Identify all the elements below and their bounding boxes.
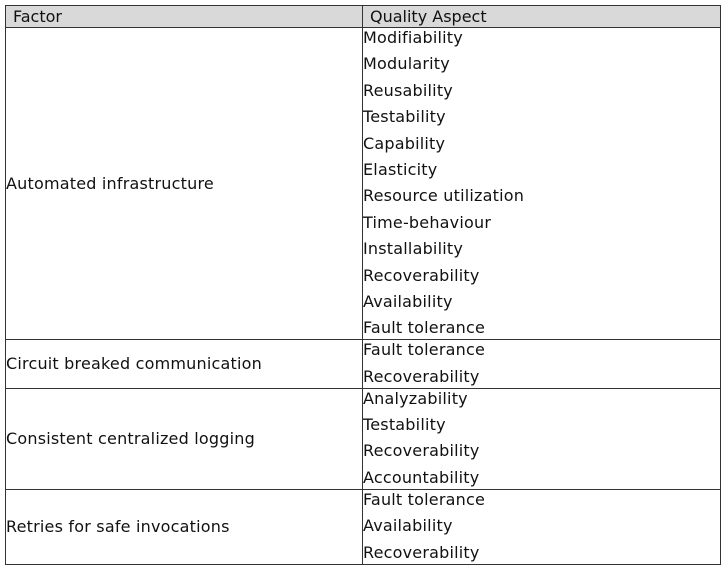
aspect-item: Recoverability xyxy=(363,441,480,461)
aspect-item: Modifiability xyxy=(363,28,463,47)
aspects-cell xyxy=(363,340,721,388)
aspect-item: Reusability xyxy=(363,80,453,100)
factor-cell: Consistent centralized logging xyxy=(6,388,363,489)
aspects-cell xyxy=(363,28,721,340)
aspect-item: Recoverability xyxy=(363,366,480,386)
aspect-item: Time-behaviour xyxy=(363,212,492,232)
aspect-item: Fault tolerance xyxy=(363,318,485,338)
factor-cell: Retries for safe invocations xyxy=(6,489,363,564)
aspect-item: Installability xyxy=(363,239,464,259)
table-row xyxy=(6,28,721,340)
aspect-item: Recoverability xyxy=(363,542,480,562)
aspect-item: Resource utilization xyxy=(363,186,525,206)
aspect-item: Modularity xyxy=(363,54,450,74)
aspect-item: Testability xyxy=(363,107,446,127)
factor-quality-table xyxy=(5,5,721,565)
aspect-item: Testability xyxy=(363,415,446,435)
aspect-item: Analyzability xyxy=(363,388,468,408)
factor-cell: Automated infrastructure xyxy=(6,28,363,340)
aspect-item: Availability xyxy=(363,516,453,536)
aspects-cell xyxy=(363,489,721,564)
aspect-item: Fault tolerance xyxy=(363,489,485,509)
aspect-item: Capability xyxy=(363,133,446,153)
table-row xyxy=(6,340,721,388)
aspects-cell xyxy=(363,388,721,489)
header-factor: Factor xyxy=(6,6,363,28)
aspect-item: Elasticity xyxy=(363,159,438,179)
table-row xyxy=(6,388,721,489)
factor-cell: Circuit breaked communication xyxy=(6,340,363,388)
header-quality-aspect: Quality Aspect xyxy=(363,6,721,28)
table-row xyxy=(6,489,721,564)
aspect-item: Accountability xyxy=(363,467,480,487)
aspect-item: Fault tolerance xyxy=(363,340,485,360)
aspect-item: Availability xyxy=(363,291,453,311)
table-header-row xyxy=(6,6,721,28)
aspect-item: Recoverability xyxy=(363,265,480,285)
